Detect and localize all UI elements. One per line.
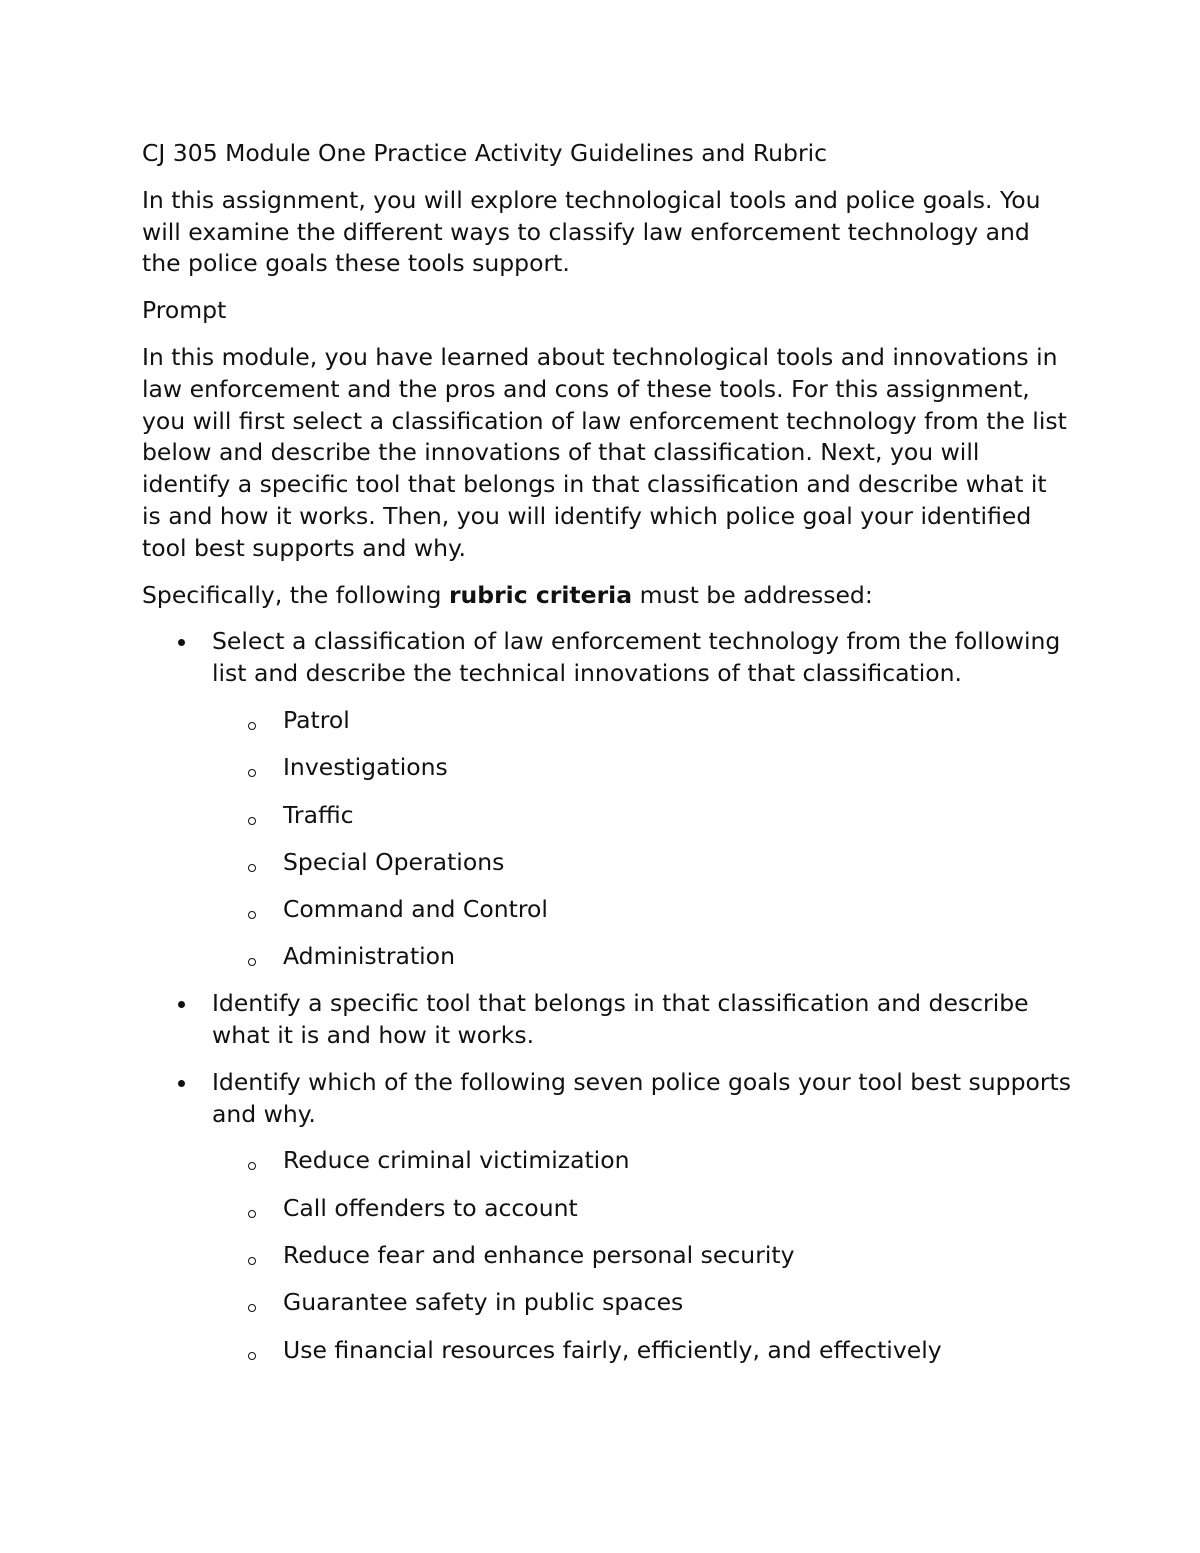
bullet-icon: [178, 639, 185, 646]
criteria-item: [142, 988, 1072, 1052]
sub-item-text: Special Operations: [283, 847, 505, 876]
circle-bullet-icon: [248, 722, 256, 730]
police-goals-list: [212, 1145, 1072, 1366]
circle-bullet-icon: [248, 864, 256, 872]
sub-item-text: Investigations: [283, 753, 448, 782]
circle-bullet-icon: [248, 769, 256, 777]
sub-item-text: Reduce criminal victimization: [283, 1146, 630, 1175]
sub-item-text: Use financial resources fairly, efficiently, and effectively: [283, 1335, 942, 1364]
circle-bullet-icon: [248, 958, 256, 966]
criteria-intro-before: Specifically, the following: [142, 580, 449, 609]
sub-item-text: Call offenders to account: [283, 1193, 578, 1222]
sub-list-item: [212, 1145, 1072, 1177]
intro-paragraph: In this assignment, you will explore technological tools and police goals. You will examine the different ways to classify law enforcement technology and the police goals these tools support.: [142, 185, 1041, 278]
criteria-item-text: Identify a specific tool that belongs in that classification and describe what it is and how it works.: [212, 989, 1029, 1050]
circle-bullet-icon: [248, 911, 256, 919]
criteria-list: [142, 626, 1072, 1366]
criteria-item: [142, 1067, 1072, 1367]
sub-list-item: [212, 800, 1072, 832]
sub-list-item: [212, 1193, 1072, 1225]
criteria-intro: [142, 580, 1072, 612]
sub-item-text: Administration: [283, 942, 455, 971]
circle-bullet-icon: [248, 817, 256, 825]
sub-list-item: [212, 1240, 1072, 1272]
sub-list-item: [212, 941, 1072, 973]
prompt-heading: Prompt: [142, 296, 227, 325]
sub-list-item: [212, 752, 1072, 784]
circle-bullet-icon: [248, 1257, 256, 1265]
sub-list-item: [212, 705, 1072, 737]
rubric-criteria-bold: rubric criteria: [448, 580, 633, 609]
sub-item-text: Reduce fear and enhance personal security: [283, 1241, 795, 1270]
sub-list-item: [212, 1335, 1072, 1367]
circle-bullet-icon: [248, 1352, 256, 1360]
sub-item-text: Patrol: [283, 705, 350, 734]
sub-item-text: Guarantee safety in public spaces: [283, 1288, 684, 1317]
sub-item-text: Command and Control: [283, 895, 548, 924]
prompt-paragraph: In this module, you have learned about technological tools and innovations in law enforcement and the pros and cons of these tools. For this assignment, you will first select a classification of law enforcement technology from the list below and describe the innovations of that classification. Next, you will identify a specific tool that belongs in that classification and describe what it is and how it works. Then, you will identify which police goal your identified tool best supports and why.: [142, 342, 1067, 562]
sub-list-item: [212, 847, 1072, 879]
circle-bullet-icon: [248, 1210, 256, 1218]
document-page: [142, 138, 1072, 1381]
criteria-item-text: Identify which of the following seven police goals your tool best supports and why.: [212, 1067, 1072, 1128]
circle-bullet-icon: [248, 1304, 256, 1312]
classification-list: [212, 705, 1072, 973]
criteria-intro-after: must be addressed:: [632, 580, 873, 609]
circle-bullet-icon: [248, 1162, 256, 1170]
criteria-item: [142, 626, 1072, 973]
criteria-item-text: Select a classification of law enforcement technology from the following list and describe the technical innovations of that classification.: [212, 627, 1061, 688]
bullet-icon: [178, 1001, 185, 1008]
sub-item-text: Traffic: [283, 800, 354, 829]
sub-list-item: [212, 1287, 1072, 1319]
sub-list-item: [212, 894, 1072, 926]
document-title: CJ 305 Module One Practice Activity Guidelines and Rubric: [142, 139, 828, 167]
bullet-icon: [178, 1080, 185, 1087]
